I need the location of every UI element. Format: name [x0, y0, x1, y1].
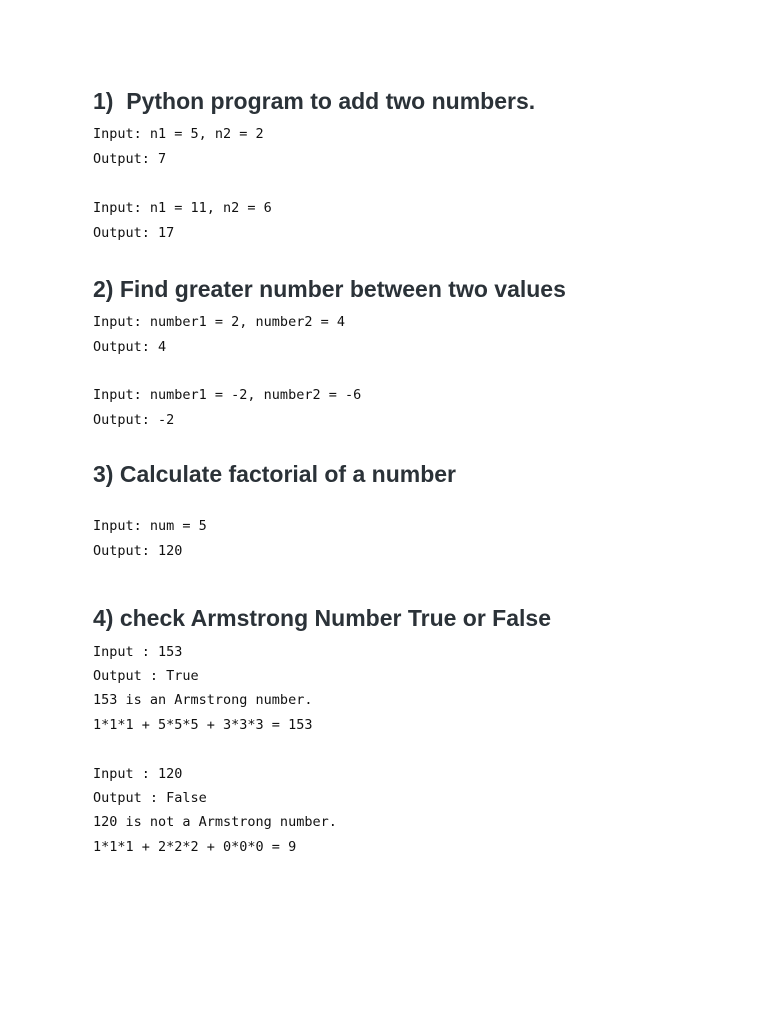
section-1-heading: 1) Python program to add two numbers.	[93, 88, 536, 114]
section-1-line-2: Output: 7	[93, 151, 167, 167]
section-4-line-2: Output : True	[93, 668, 199, 684]
section-2-heading: 2) Find greater number between two values	[93, 276, 566, 302]
section-4-line-3: 153 is an Armstrong number.	[93, 692, 313, 708]
section-1-line-4: Output: 17	[93, 225, 175, 241]
section-3-line-1: Input: num = 5	[93, 518, 207, 534]
section-4-line-4: 1*1*1 + 5*5*5 + 3*3*3 = 153	[93, 717, 313, 733]
section-4-heading: 4) check Armstrong Number True or False	[93, 605, 552, 631]
section-2-line-3: Input: number1 = -2, number2 = -6	[93, 387, 362, 403]
section-4-line-1: Input : 153	[93, 644, 183, 660]
section-4-line-5: Input : 120	[93, 766, 183, 782]
section-2-line-4: Output: -2	[93, 412, 175, 428]
section-3-heading: 3) Calculate factorial of a number	[93, 461, 456, 487]
section-4-line-7: 120 is not a Armstrong number.	[93, 814, 337, 830]
section-2-line-2: Output: 4	[93, 339, 167, 355]
section-3-line-2: Output: 120	[93, 543, 183, 559]
section-4-line-8: 1*1*1 + 2*2*2 + 0*0*0 = 9	[93, 839, 297, 855]
section-1-line-3: Input: n1 = 11, n2 = 6	[93, 200, 272, 216]
section-1-line-1: Input: n1 = 5, n2 = 2	[93, 126, 264, 142]
section-2-line-1: Input: number1 = 2, number2 = 4	[93, 314, 345, 330]
section-4-line-6: Output : False	[93, 790, 207, 806]
